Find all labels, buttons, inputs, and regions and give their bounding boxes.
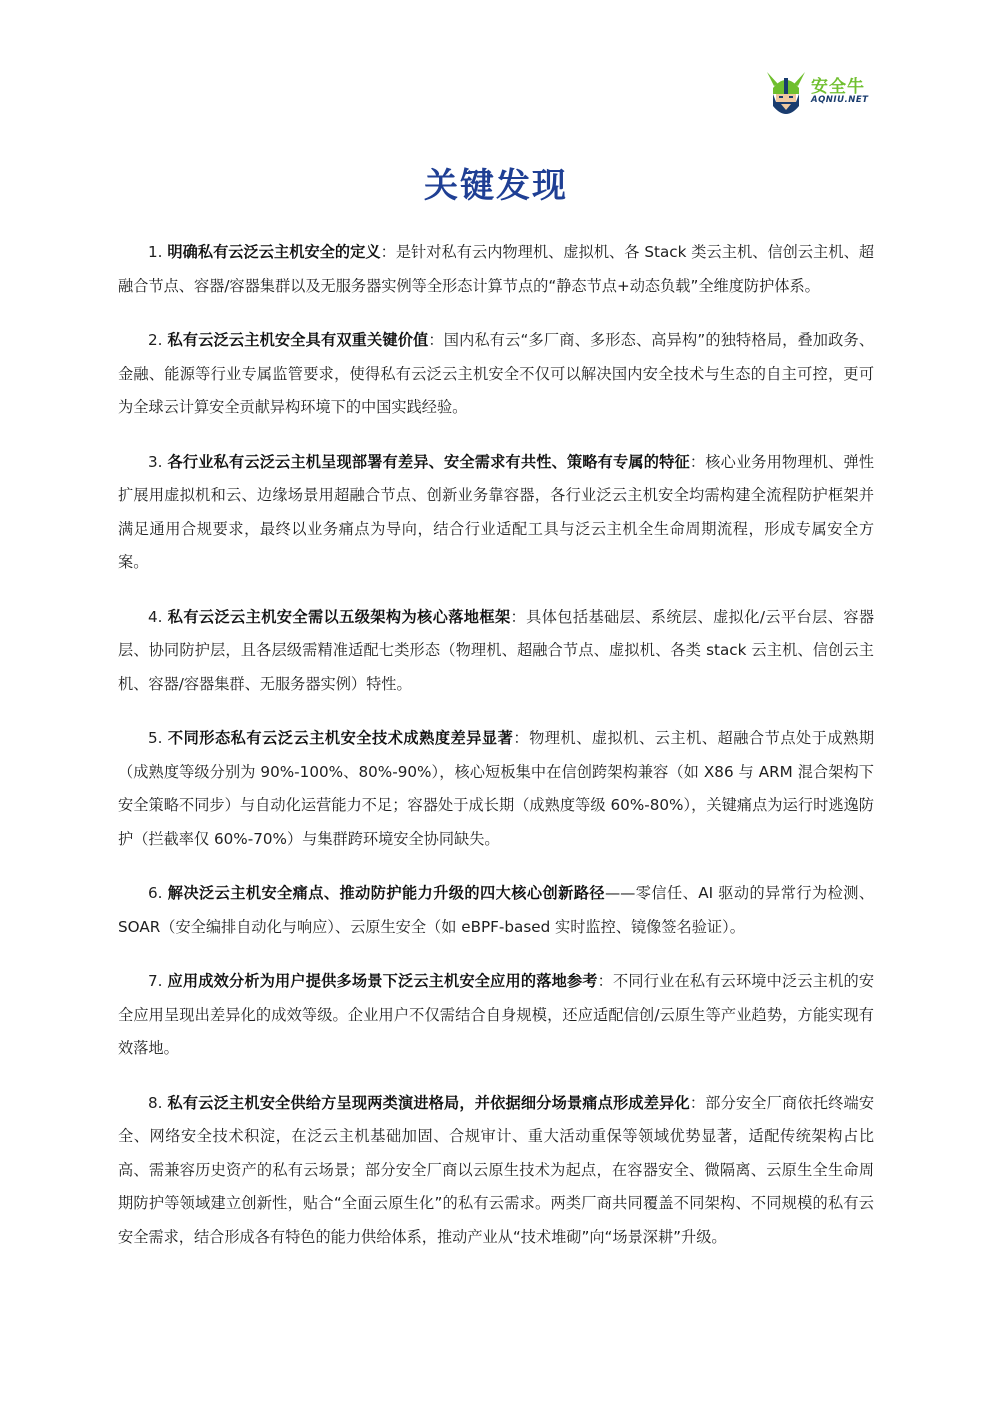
viking-helmet-logo-icon [764,68,808,120]
finding-body: 部分安全厂商依托终端安全、网络安全技术积淀，在泛云主机基础加固、合规审计、重大活动重保等领域优势显著，适配传统架构占比高、需兼容历史资产的私有云场景；部分安全厂商以云原生技术为起点，在容器安全、微隔离、云原生全生命周期防护等领域建立创新性，贴合“全面云原生化”的私有云需求。两类厂商共同覆盖不同架构、不同规模的私有云安全需求，结合形成各有特色的能力供给体系，推动产业从“技术堆砌”向“场景深耕”升级。 [118,1093,875,1246]
logo-brand-cn: 安全牛 [811,77,865,97]
finding-heading: 应用成效分析为用户提供多场景下泛云主机安全应用的落地参考 [167,972,598,990]
finding-body: 国内私有云“多厂商、多形态、高异构”的独特格局，叠加政务、金融、能源等行业专属监管要求，使得私有云泛云主机安全不仅可以解决国内安全技术与生态的自主可控，更可为全球云计算安全贡献异构环境下的中国实践经验。 [118,331,875,416]
finding-number: 7. [148,972,163,990]
finding-item [118,965,874,1066]
finding-heading: 不同形态私有云泛云主机安全技术成熟度差异显著 [167,729,514,747]
finding-heading: 解决泛云主机安全痛点、推动防护能力升级的四大核心创新路径 [167,884,605,902]
finding-heading: 私有云泛云主机安全具有双重关键价值 [167,331,429,349]
finding-separator: ： [510,607,527,626]
finding-item [118,446,874,580]
finding-item [118,324,874,425]
brand-logo [764,68,880,120]
finding-body: 不同行业在私有云环境中泛云主机的安全应用呈现出差异化的成效等级。企业用户不仅需结合自身规模，还应适配信创/云原生等产业趋势，方能实现有效落地。 [118,972,875,1057]
finding-number: 1. [148,243,163,261]
logo-brand-en: AQNIU.NET [811,95,869,105]
finding-body: 物理机、虚拟机、云主机、超融合节点处于成熟期（成熟度等级分别为 90%-100%、80%-90%），核心短板集中在信创跨架构兼容（如 X86 与 ARM 混合架构下安全策略不同步）与自动化运营能力不足；容器处于成长期（成熟度等级 60%-80%），关键痛点为运行时逃逸防护（拦截率仅 60%-70%）与集群跨环境安全协同缺失。 [118,729,875,848]
finding-separator: ： [689,1093,706,1112]
finding-separator: —— [604,884,636,902]
finding-body: 零信任、AI 驱动的异常行为检测、SOAR（安全编排自动化与响应）、云原生安全（如 eBPF-based 实时监控、镜像签名验证）。 [118,884,875,936]
finding-separator: ： [689,452,706,471]
finding-item [118,236,874,303]
findings-list [118,236,874,1275]
finding-number: 8. [148,1093,163,1112]
finding-item [118,601,874,702]
finding-separator: ： [380,243,396,261]
finding-body: 核心业务用物理机、弹性扩展用虚拟机和云、边缘场景用超融合节点、创新业务靠容器，各行业泛云主机安全均需构建全流程防护框架并满足通用合规要求，最终以业务痛点为导向，结合行业适配工具与泛云主机全生命周期流程，形成专属安全方案。 [118,452,875,571]
finding-number: 5. [148,729,163,747]
finding-item [118,722,874,856]
finding-number: 4. [148,607,163,626]
finding-heading: 私有云泛主机安全供给方呈现两类演进格局，并依据细分场景痛点形成差异化 [167,1093,690,1112]
finding-item [118,1087,874,1255]
finding-separator: ： [513,729,530,747]
finding-heading: 各行业私有云泛云主机呈现部署有差异、安全需求有共性、策略有专属的特征 [167,452,690,471]
finding-item [118,877,874,944]
finding-number: 3. [148,452,163,471]
page-title: 关键发现 [424,166,568,206]
finding-number: 6. [148,884,163,902]
finding-number: 2. [148,331,163,349]
finding-body: 是针对私有云内物理机、虚拟机、各 Stack 类云主机、信创云主机、超融合节点、容器/容器集群以及无服务器实例等全形态计算节点的“静态节点+动态负载”全维度防护体系。 [118,243,875,295]
finding-heading: 私有云泛云主机安全需以五级架构为核心落地框架 [167,607,511,626]
finding-body: 具体包括基础层、系统层、虚拟化/云平台层、容器层、协同防护层，且各层级需精准适配七类形态（物理机、超融合节点、虚拟机、各类 stack 云主机、信创云主机、容器/容器集群、无服务器实例）特性。 [118,607,875,693]
finding-separator: ： [428,331,444,349]
finding-separator: ： [597,972,614,990]
finding-heading: 明确私有云泛云主机安全的定义 [167,243,381,261]
